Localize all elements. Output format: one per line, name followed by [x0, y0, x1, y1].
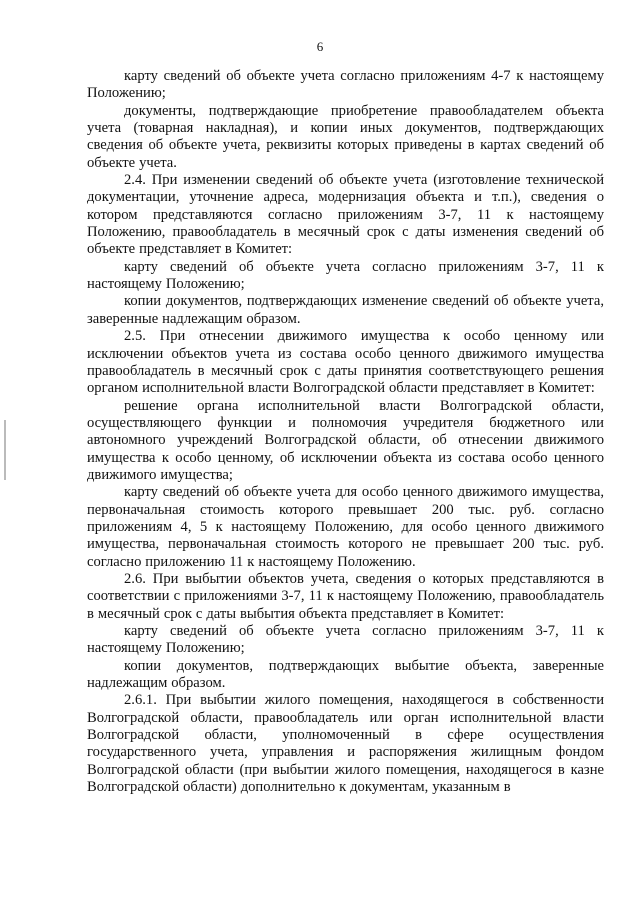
document-body	[87, 68, 604, 796]
paragraph-2-6: 2.6. При выбытии объектов учета, сведения о которых представляются в соответствии с приложениями 3-7, 11 к настоящему Положению, правообладатель в месячный срок с даты выбытия объекта представляет в Комитет:	[87, 570, 604, 622]
paragraph-acquisition-documents: документы, подтверждающие приобретение правообладателем объекта учета (товарная накладная), и копии иных документов, подтверждающих сведения об объекте учета, реквизиты которых приведены в картах сведений об объекте учета.	[87, 102, 604, 171]
paragraph-card-info-3-7-11: карту сведений об объекте учета согласно приложениям 3-7, 11 к настоящему Положению;	[87, 258, 604, 293]
paragraph-valuable-property-card: карту сведений об объекте учета для особо ценного движимого имущества, первоначальная стоимость которого превышает 200 тыс. руб. согласно приложениям 4, 5 к настоящему Положению, для особо ценного движимого имущества, первоначальная стоимость которого не превышает 200 тыс. руб. согласно приложению 11 к настоящему Положению.	[87, 484, 604, 570]
paragraph-disposal-card: карту сведений об объекте учета согласно приложениям 3-7, 11 к настоящему Положению;	[87, 623, 604, 657]
paragraph-change-documents: копии документов, подтверждающих изменение сведений об объекте учета, заверенные надлежащим образом.	[87, 293, 604, 327]
paragraph-card-info-4-7: карту сведений об объекте учета согласно приложениям 4-7 к настоящему Положению;	[87, 68, 604, 102]
scan-margin-mark	[4, 420, 6, 480]
page-number: 6	[316, 39, 324, 54]
paragraph-authority-decision: решение органа исполнительной власти Волгоградской области, осуществляющего функции и полномочия учредителя бюджетного или автономного учреждений Волгоградской области, об отнесении движимого имущества к особо ценному, об исключении объекта из состава особо ценного движимого имущества;	[87, 397, 604, 483]
paragraph-2-6-1: 2.6.1. При выбытии жилого помещения, находящегося в собственности Волгоградской области, правообладатель или орган исполнительной власти Волгоградской области, уполномоченный в сфере осуществления государственного учета, управления и распоряжения жилищным фондом Волгоградской области (при выбытии жилого помещения, находящегося в казне Волгоградской области) дополнительно к документам, указанным в	[87, 692, 604, 796]
paragraph-2-5: 2.5. При отнесении движимого имущества к особо ценному или исключении объектов учета из состава особо ценного движимого имущества правообладатель в месячный срок с даты принятия соответствующего решения органом исполнительной власти Волгоградской области представляет в Комитет:	[87, 328, 604, 397]
paragraph-disposal-documents: копии документов, подтверждающих выбытие объекта, заверенные надлежащим образом.	[87, 657, 604, 692]
paragraph-2-4: 2.4. При изменении сведений об объекте учета (изготовление технической документации, уточнение адреса, модернизация объекта и т.п.), сведения о котором представляются согласно приложениям 3-7, 11 к настоящему Положению, правообладатель в месячный срок с даты изменения сведений об объекте представляет в Комитет:	[87, 172, 604, 258]
